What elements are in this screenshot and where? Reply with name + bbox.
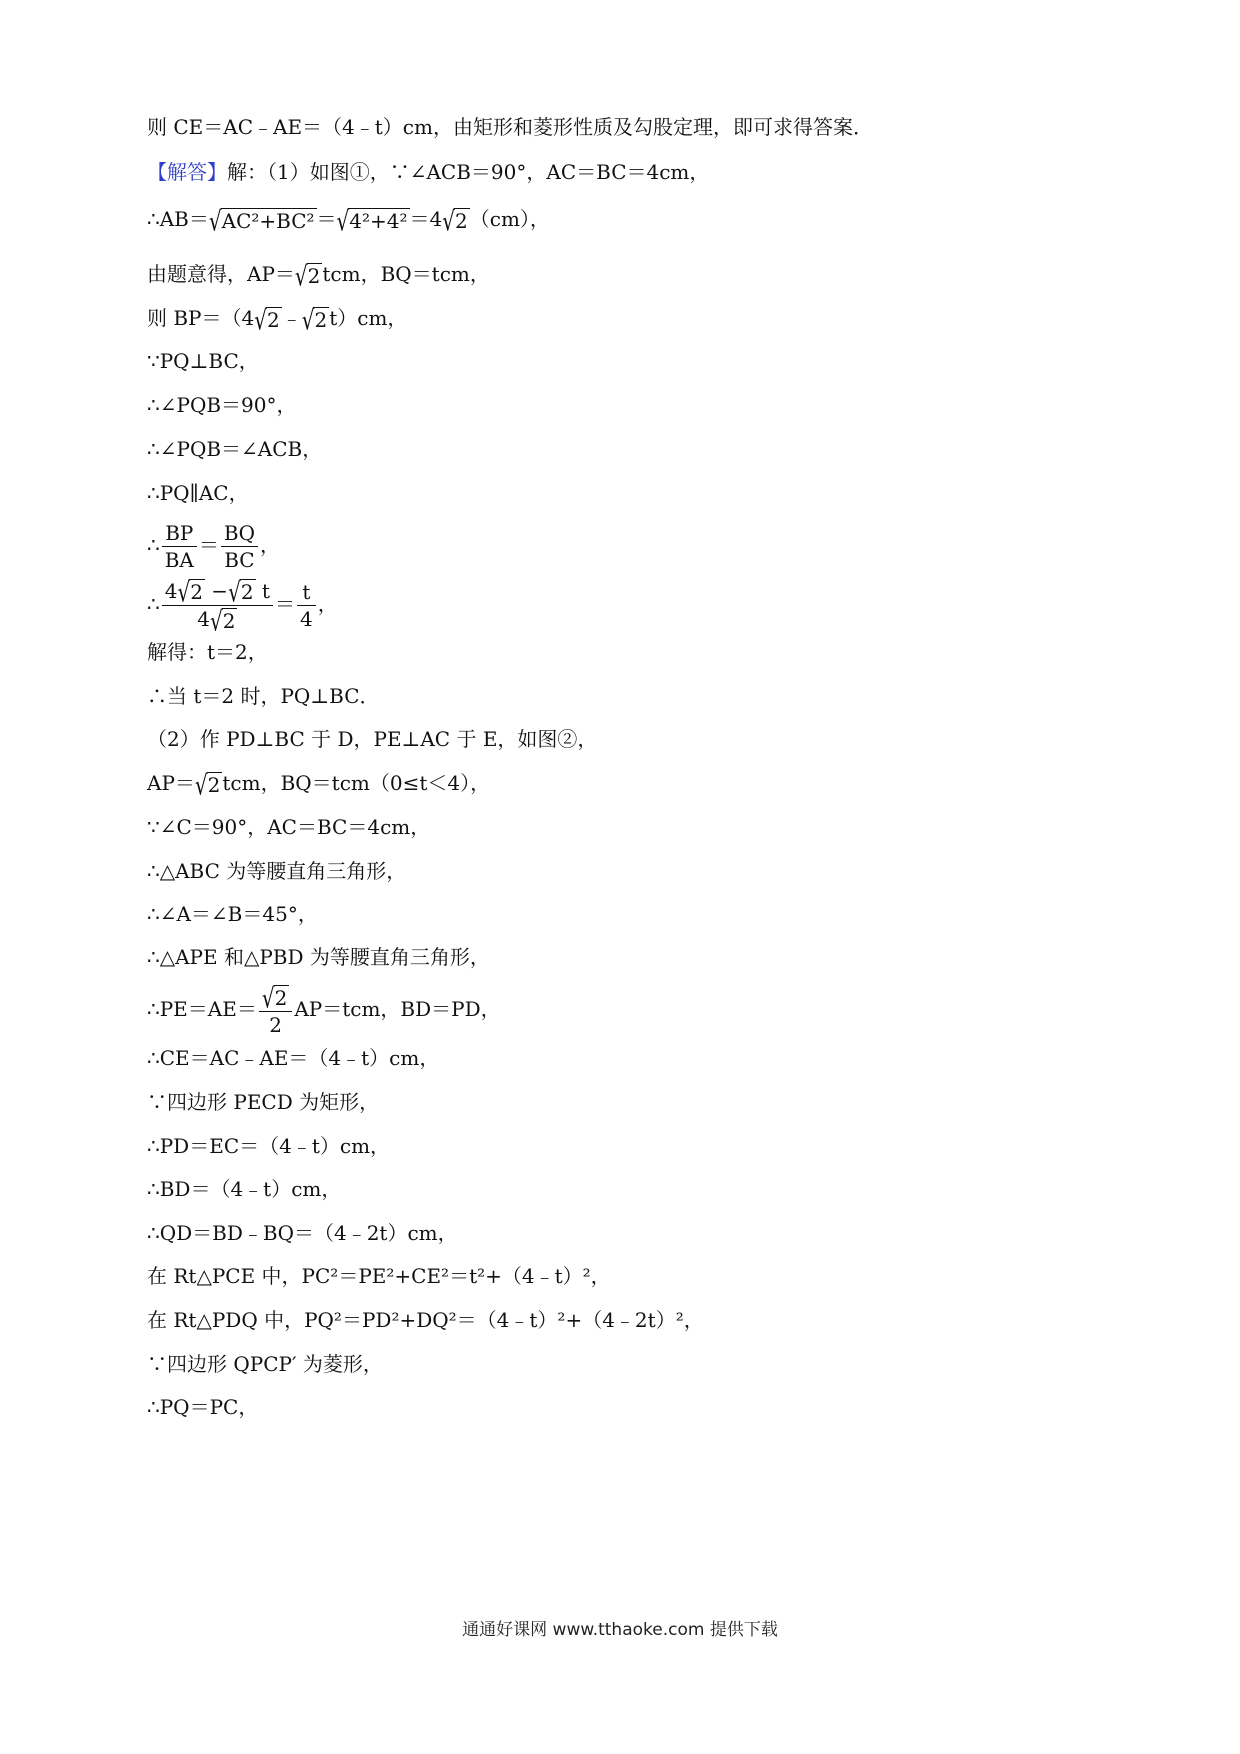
denominator: [162, 604, 273, 637]
text-span: 则 BP＝（4: [147, 306, 255, 330]
text-line: ∴QD＝BD﹣BQ＝（4﹣2t）cm，: [147, 1221, 458, 1245]
text-line: ∴△ABC 为等腰直角三角形，: [147, 859, 407, 883]
text-line: 解得：t＝2，: [147, 640, 268, 664]
text-line: ∴CE＝AC﹣AE＝（4﹣t）cm，: [147, 1046, 440, 1070]
text-span: ，: [259, 533, 280, 557]
text-span: ∴PE＝AE＝: [147, 997, 257, 1021]
numerator: [259, 983, 292, 1012]
sqrt-expression: √2: [442, 204, 468, 237]
text-line: [147, 157, 709, 187]
denominator: BA: [164, 548, 194, 572]
text-line: ∵四边形 PECD 为矩形，: [147, 1090, 380, 1114]
text-line: （2）作 PD⊥BC 于 D，PE⊥AC 于 E，如图②，: [147, 727, 598, 751]
formula-line: [147, 573, 338, 635]
text-line: ∴∠PQB＝∠ACB，: [147, 437, 323, 461]
text-span: （cm），: [469, 207, 550, 231]
numerator: BQ: [221, 520, 258, 547]
formula-line: [147, 303, 407, 335]
numerator: [162, 575, 273, 609]
text-line: ∵∠C＝90°，AC＝BC＝4cm，: [147, 815, 431, 839]
text-span: ∴: [147, 592, 160, 616]
sqrt-radicand: 2: [274, 985, 288, 1010]
text-line: 在 Rt△PDQ 中，PQ²＝PD²+DQ²＝（4﹣t）²+（4﹣2t）²，: [147, 1308, 704, 1332]
text-line: ∴△APE 和△PBD 为等腰直角三角形，: [147, 945, 490, 969]
text-line: ∴BD＝（4﹣t）cm，: [147, 1177, 342, 1201]
text-span: −: [204, 578, 229, 603]
text-span: tcm，BQ＝tcm，: [322, 262, 490, 286]
formula-line: [147, 204, 550, 236]
sqrt-radicand: 2: [455, 208, 468, 233]
formula-line: [147, 515, 280, 575]
text-span: 由题意得，AP＝: [147, 262, 295, 286]
text-line: ∴PQ＝PC，: [147, 1395, 259, 1419]
numerator: BP: [162, 520, 197, 547]
fraction: [297, 579, 316, 632]
formula-line: [147, 768, 490, 800]
sqrt-radicand: 2: [240, 580, 254, 604]
text-line: 在 Rt△PCE 中，PC²＝PE²+CE²＝t²+（4﹣t）²，: [147, 1264, 611, 1288]
text-line: ∴PQ∥AC，: [147, 481, 249, 505]
fraction: [162, 575, 273, 637]
sqrt-radicand: AC²+BC²: [221, 208, 315, 233]
sqrt-radicand: 2: [267, 307, 280, 332]
text-span: ＝4: [409, 207, 443, 231]
text-span: t）cm，: [329, 306, 408, 330]
sqrt-expression: √2: [254, 303, 280, 336]
denominator: 2: [269, 1012, 282, 1037]
footer-watermark: 通通好课网 www.tthaoke.com 提供下载: [462, 1620, 778, 1640]
denominator: 4: [299, 607, 313, 631]
sqrt-radicand: 2: [222, 608, 236, 633]
formula-line: [147, 259, 490, 291]
text-line: ∵四边形 QPCP′ 为菱形，: [147, 1352, 383, 1376]
sqrt-expression: √2: [209, 604, 236, 637]
text-line: 则 CE＝AC﹣AE＝（4﹣t）cm，由矩形和菱形性质及勾股定理，即可求得答案．: [147, 115, 873, 139]
fraction: [221, 520, 258, 573]
sqrt-radicand: 2: [314, 307, 328, 332]
text-span: ＝: [274, 592, 295, 616]
sqrt-expression: √2: [177, 575, 203, 609]
text-line: ∵PQ⊥BC，: [147, 349, 259, 373]
text-span: AP＝: [147, 771, 195, 795]
numerator: t: [297, 579, 316, 606]
text-line: ∴PD＝EC＝（4﹣t）cm，: [147, 1134, 391, 1158]
formula-line: [147, 978, 501, 1040]
sqrt-radicand: 2: [207, 772, 221, 797]
fraction: [259, 983, 292, 1038]
sqrt-expression: √2: [301, 303, 328, 336]
text-span: 4: [164, 578, 178, 603]
text-span: 4: [197, 607, 210, 631]
sqrt-radicand: 4²+4²: [349, 208, 408, 233]
sqrt-expression: √2: [194, 768, 221, 801]
text-span: ∴: [147, 533, 160, 557]
text-line: ∴∠A＝∠B＝45°，: [147, 902, 318, 926]
text-span: AP＝tcm，BD＝PD，: [294, 997, 501, 1021]
text-line: ∴∠PQB＝90°，: [147, 393, 297, 417]
fraction: [162, 520, 197, 573]
sqrt-radicand: 2: [307, 263, 321, 288]
text-span: tcm，BQ＝tcm（0≤t＜4），: [222, 771, 491, 795]
text-span: ∴AB＝: [147, 207, 209, 231]
sqrt-expression: √AC²+BC²: [208, 204, 315, 237]
sqrt-expression: √4²+4²: [336, 204, 408, 237]
text-span: ＝: [316, 207, 337, 231]
sqrt-expression: √2: [228, 575, 254, 609]
answer-tag: 【解答】: [147, 160, 227, 184]
text-span: ＝: [198, 533, 219, 557]
sqrt-radicand: 2: [190, 580, 203, 604]
sqrt-expression: √2: [261, 981, 288, 1014]
sqrt-expression: √2: [294, 259, 321, 292]
text-span: t: [255, 578, 270, 603]
text-line: ∴当 t＝2 时，PQ⊥BC．: [147, 684, 380, 708]
text-span: 解：（1）如图①，∵∠ACB＝90°，AC＝BC＝4cm，: [227, 160, 710, 184]
denominator: BC: [224, 548, 255, 572]
text-span: ，: [317, 592, 338, 616]
text-span: ﹣: [281, 306, 302, 330]
